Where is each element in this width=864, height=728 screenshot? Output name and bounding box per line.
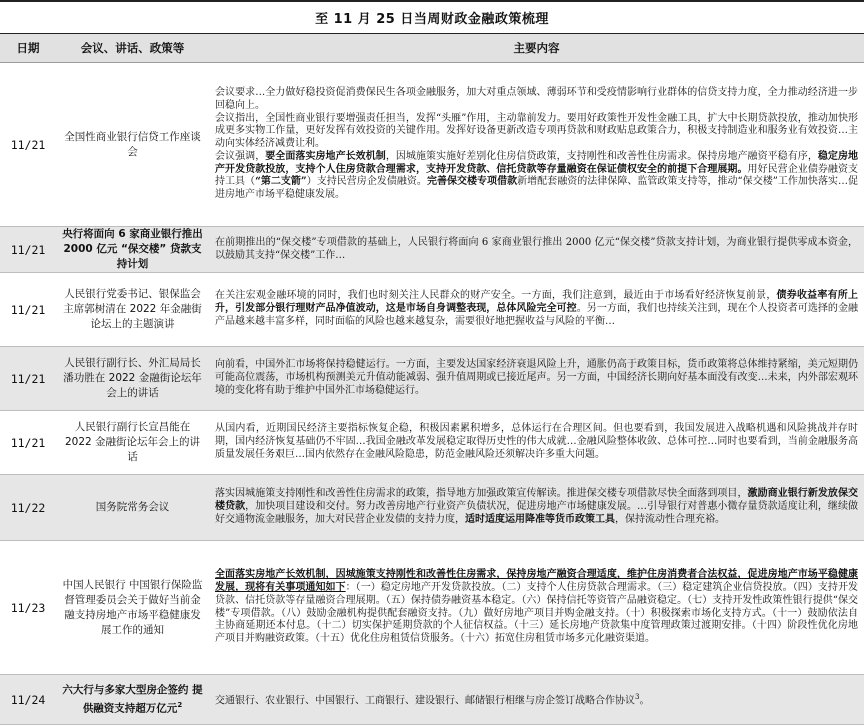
row-content [209,411,864,475]
table-row [0,675,864,725]
row-date: 11/21 [0,411,56,475]
policy-table [0,34,864,725]
row-meeting [56,475,209,541]
bold-text: 要全面落实房地产长效机制 [265,150,386,162]
row-date: 11/23 [0,541,56,675]
table-row [0,63,864,227]
row-content [209,675,864,725]
header-date: 日期 [0,34,56,63]
underlined-bold-text: 全面落实房地产长效机制，因城施策支持刚性和改善性住房需求，保持房地产融资合理适度，维护住房消费者合法权益，促进房地产市场平稳健康发展，现将有关事项通知如下 [215,569,858,593]
footnote-marker: 2 [177,700,183,709]
plain-text: 会议强调， [215,150,266,162]
bold-text: 激励商业银行新发放保交楼贷款 [215,488,859,513]
row-content [209,273,864,347]
meeting-label: 央行将面向 6 家商业银行推出 2000 亿元 “保交楼” 贷款支持计划 [62,228,203,270]
table-row [0,541,864,675]
plain-text: 在关注宏观金融环境的同时，我们也时刻关注人民群众的财产安全。一方面，我们注意到，最近由于市场看好经济恢复前景， [215,290,777,302]
content-paragraph [215,691,858,708]
bold-text: 稳定房地产开发贷款投放，支持个人住房贷款合理需求，支持开发贷款、信托贷款等存量融资在保证债权安全的前提下合理展期。 [215,150,859,175]
footnote-marker: 3 [635,692,640,701]
bold-text: 适时适度运用降准等货币政策工具 [465,513,615,525]
plain-text: 交通银行、农业银行、中国银行、工商银行、建设银行、邮储银行相继与房企签订战略合作协议 [215,695,635,707]
plain-text: …引导银行对普惠小微存量贷款适度让利，继续做好交通物流金融服务，加大对民营企业发债的支持力度， [215,501,859,525]
content-paragraph [215,290,858,328]
table-row [0,411,864,475]
meeting-label: 全国性商业银行信贷工作座谈会 [64,130,201,158]
meeting-label: 人民银行副行长宣昌能在 2022 金融街论坛年会上的讲话 [64,421,201,463]
meeting-label: 中国人民银行 中国银行保险监督管理委员会关于做好当前金融支持房地产市场平稳健康发展工作的通知 [62,578,203,636]
plain-text: 。 [639,695,650,707]
table-row [0,347,864,411]
meeting-label: 人民银行党委书记、银保监会主席郭树清在 2022 年金融街论坛上的主题演讲 [63,288,202,330]
row-meeting [56,63,209,227]
row-date: 11/21 [0,273,56,347]
row-date: 11/24 [0,675,56,725]
plain-text: 新增配套融资的法律保障、监管政策支持等，推动“保交楼”工作加快落实…促进房地产市场平稳健康发展。 [215,176,859,201]
meeting-label: 人民银行副行长、外汇局局长潘功胜在 2022 金融街论坛年会上的讲话 [63,357,202,399]
row-content [209,227,864,273]
row-meeting [56,541,209,675]
plain-text: 用好民营企业债券融资支持工具（ [215,163,859,188]
row-date: 11/21 [0,347,56,411]
table-row [0,227,864,273]
bold-text: 完善保交楼专项借款 [426,176,518,188]
plain-text: 落实因城施策支持刚性和改善性住房需求的政策，指导地方加强政策宣传解读。推进保交楼专项借款尽快全面落到项目， [215,488,748,500]
plain-text: 向前看，中国外汇市场将保持稳健运行。一方面，主要发达国家经济衰退风险上升，通胀仍高于政策目标，货币政策将总体维持紧缩，美元短期仍可能高位震荡，市场机构预测美元升值动能减弱、强升值周期或已接近尾声。另一方面，中国经济长期向好基本面没有改变…未来，内外部宏观环境的变化将有助于维护中国外汇市场稳健运行。 [215,359,858,396]
plain-text: 会议指出，全国性商业银行要增强责任担当，发挥“头雁”作用，主动靠前发力。要用好政策性开发性金融工具，扩大中长期贷款投放，推动加快形成更多实物工作量，更好发挥有效投资的关键作用。发挥好设备更新改造专项再贷款和财政贴息政策合力，积极支持制造业和服务业有效投资…主动向实体经济减费让利。 [215,112,858,150]
plain-text: ，加快项目建设和交付。努力改善房地产行业资产负债状况，促进房地产市场健康发展。 [245,501,638,513]
bold-text: 债券收益率有所上升，引发部分银行理财产品净值波动，这是市场自身调整表现，总体风险完全可控 [215,290,858,315]
header-content: 主要内容 [209,34,864,63]
plain-text: 。另一方面，我们也持续关注到，现在个人投资者可选择的金融产品越来越丰富多样，同时面临的风险也越来越复杂，需要很好地把握收益与风险的平衡… [215,303,859,327]
content-paragraph [215,423,858,461]
plain-text: ）支持民营房企发债融资。 [306,176,427,188]
row-content [209,475,864,541]
content-paragraph [215,359,858,397]
table-header-row [0,34,864,63]
plain-text: 从国内看，近期国民经济主要指标恢复企稳，积极因素累积增多，总体运行在合理区间。但也要看到，我国发展进入战略机遇和风险挑战并存时期，国内经济恢复基础仍不牢固…我国金融改革发展稳定取得历史性的伟大成就…金融风险整体收敛、总体可控…同时也要看到，当前金融服务高质量发展任务艰巨…国内依然存在金融风险隐患，防范金融风险还须解决许多重大问题。 [215,423,858,460]
table-title: 至 11 月 25 日当周财政金融政策梳理 [0,0,864,34]
row-content [209,63,864,227]
row-content [209,541,864,675]
row-meeting [56,411,209,475]
row-meeting [56,227,209,273]
content-paragraph [215,488,858,526]
plain-text: 会议要求…全力做好稳投资促消费保民生各项金融服务，加大对重点领域、薄弱环节和受疫情影响行业群体的信贷支持力度，全力推动经济进一步回稳向上。 [215,86,858,111]
content-paragraph [215,569,858,646]
content-paragraph [215,87,858,113]
row-meeting [56,675,209,725]
row-date: 11/21 [0,227,56,273]
meeting-label: 六大行与多家大型房企签约 提供融资支持超万亿元 [62,683,203,715]
content-paragraph [215,151,858,202]
row-meeting [56,347,209,411]
plain-text: ，保持流动性合理充裕。 [615,513,725,525]
row-meeting [56,273,209,347]
plain-text: ：（一）稳定房地产开发贷款投放。（二）支持个人住房贷款合理需求。（三）稳定建筑企业信贷投放。（四）支持开发贷款、信托贷款等存量融资合理展期。（五）保持债券融资基本稳定。（六）保持信托等资管产品融资稳定。（七）支持开发性政策性银行提供“保交楼”专项借款。（八）鼓励金融机构提供配套融资支持。（九）做好房地产项目并购金融支持。（十）积极探索市场化支持方式。（十一）鼓励依法自主协商延期还本付息。（十二）切实保护延期贷款的个人征信权益。（十三）延长房地产贷款集中度管理政策过渡期安排。（十四）阶段性优化房地产项目并购融资政策。（十五）优化住房租赁信贷服务。（十六）拓宽住房租赁市场多元化融资渠道。 [215,581,859,645]
meeting-label: 国务院常务会议 [95,501,170,513]
content-paragraph [215,113,858,151]
plain-text: 在前期推出的“保交楼”专项借款的基础上，人民银行将面向 6 家商业银行推出 2000 亿元“保交楼”贷款支持计划，为商业银行提供零成本资金，以鼓励其支持“保交楼”工作… [215,236,858,261]
row-date: 11/22 [0,475,56,541]
content-paragraph [215,237,858,263]
table-row [0,273,864,347]
plain-text: ，因城施策实施好差别化住房信贷政策，支持刚性和改善性住房需求。保持房地产融资平稳有序， [385,150,818,162]
row-date: 11/21 [0,63,56,227]
table-row [0,475,864,541]
header-meeting: 会议、讲话、政策等 [56,34,209,63]
row-content [209,347,864,411]
bold-text: “第二支箭” [255,176,307,188]
